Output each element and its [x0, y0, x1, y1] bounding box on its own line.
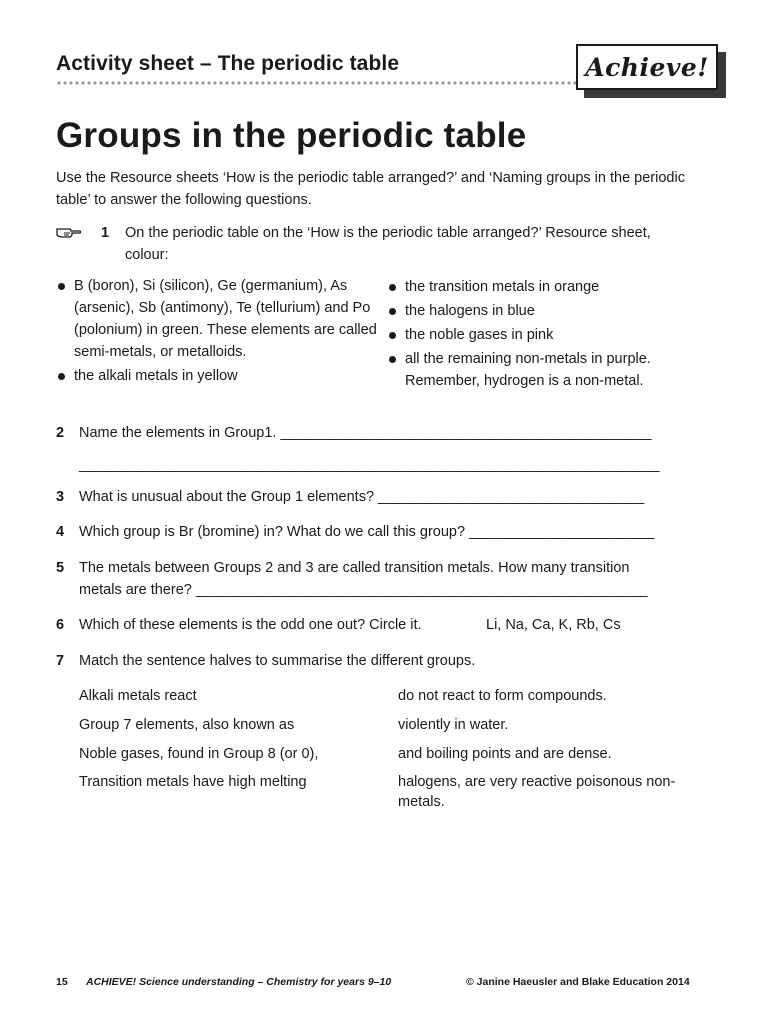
match-right-item[interactable]: violently in water. — [398, 717, 509, 733]
q1-left-bullets — [56, 275, 382, 389]
match-right-item[interactable]: and boiling points and are dense. — [398, 746, 612, 762]
match-left-item[interactable]: Alkali metals react — [79, 688, 197, 704]
question-2-answer-line[interactable]: ________________________________________________________________________ — [79, 457, 660, 473]
question-3-number: 3 — [56, 489, 65, 505]
bullet-noble-gases: the noble gases in pink — [387, 324, 697, 346]
bullet-transition-metals: the transition metals in orange — [387, 276, 697, 298]
match-right-item[interactable]: do not react to form compounds. — [398, 688, 607, 704]
footer-book-title: ACHIEVE! Science understanding – Chemistry for years 9–10 — [86, 976, 392, 988]
question-6-text: Which of these elements is the odd one out? Circle it. — [79, 617, 422, 633]
question-2-number: 2 — [56, 425, 65, 441]
match-left-item[interactable]: Noble gases, found in Group 8 (or 0), — [79, 746, 319, 762]
match-right-item[interactable]: halogens, are very reactive poisonous non-metals. — [398, 774, 676, 810]
bullet-semi-metals: B (boron), Si (silicon), Ge (germanium), As (arsenic), Sb (antimony), Te (tellurium) and Po (polonium) in green. These elements are called semi-metals, or metalloids. — [56, 275, 382, 363]
question-2-text: Name the elements in Group1. ______________________________________________ — [79, 425, 652, 441]
question-4-text: Which group is Br (bromine) in? What do we call this group? _______________________ — [79, 524, 655, 540]
logo-text: Achieve! — [585, 52, 709, 82]
pointing-hand-icon — [56, 223, 82, 239]
dotted-divider — [56, 80, 576, 86]
bullet-halogens: the halogens in blue — [387, 300, 697, 322]
sheet-header-title: Activity sheet – The periodic table — [56, 52, 400, 75]
question-5-text: The metals between Groups 2 and 3 are called transition metals. How many transition — [79, 560, 630, 576]
footer-copyright: © Janine Haeusler and Blake Education 2014 — [466, 976, 690, 988]
footer-page-number: 15 — [56, 976, 68, 988]
q1-right-bullets — [387, 276, 697, 394]
question-1-number: 1 — [101, 225, 110, 241]
bullet-alkali-metals: the alkali metals in yellow — [56, 365, 382, 387]
question-6-options[interactable]: Li, Na, Ca, K, Rb, Cs — [486, 617, 621, 633]
bullet-non-metals: all the remaining non-metals in purple. Remember, hydrogen is a non-metal. — [387, 348, 697, 392]
question-4-number: 4 — [56, 524, 65, 540]
intro-text: Use the Resource sheets ‘How is the periodic table arranged?’ and ‘Naming groups in the periodic table’ to answer the following questions. — [56, 170, 685, 208]
match-left-item[interactable]: Group 7 elements, also known as — [79, 717, 295, 733]
question-6-number: 6 — [56, 617, 65, 633]
question-5-answer-line[interactable]: metals are there? ________________________________________________________ — [79, 582, 648, 598]
question-3-text: What is unusual about the Group 1 elements? _________________________________ — [79, 489, 645, 505]
match-left-item[interactable]: Transition metals have high melting — [79, 774, 307, 790]
question-5-number: 5 — [56, 560, 65, 576]
question-7-text: Match the sentence halves to summarise the different groups. — [79, 653, 476, 669]
achieve-logo — [576, 44, 718, 90]
question-1-text: On the periodic table on the ‘How is the periodic table arranged?’ Resource sheet, colour: — [125, 225, 651, 263]
page-title: Groups in the periodic table — [56, 116, 527, 155]
question-7-number: 7 — [56, 653, 65, 669]
